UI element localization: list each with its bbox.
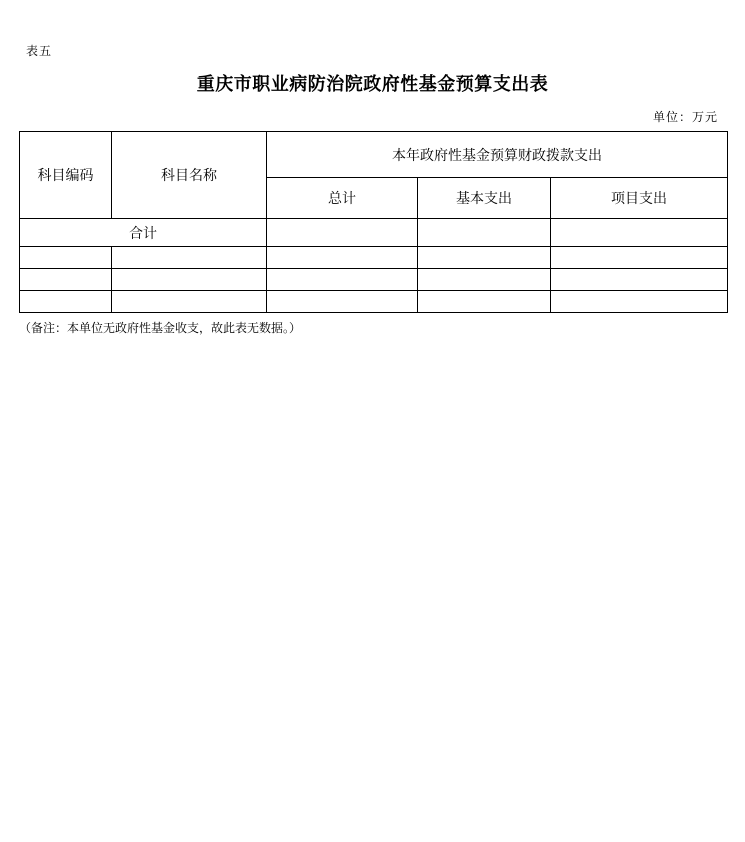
table-cell xyxy=(20,269,112,291)
header-row xyxy=(20,132,728,178)
table-cell xyxy=(20,291,112,313)
table-cell xyxy=(112,247,267,269)
header-subject-name: 科目名称 xyxy=(112,132,267,219)
table-cell xyxy=(551,269,728,291)
table-row xyxy=(20,291,728,313)
unit-label: 单位：万元 xyxy=(652,110,718,124)
table-cell xyxy=(418,291,551,313)
project-cell xyxy=(551,219,728,247)
table-cell xyxy=(551,291,728,313)
table-cell xyxy=(267,269,418,291)
basic-cell xyxy=(418,219,551,247)
header-fund-expenditure-group: 本年政府性基金预算财政拨款支出 xyxy=(267,132,728,178)
table-cell xyxy=(112,291,267,313)
table-row xyxy=(20,269,728,291)
page-title: 重庆市职业病防治院政府性基金预算支出表 xyxy=(196,74,549,95)
table-cell xyxy=(551,247,728,269)
table-cell xyxy=(20,247,112,269)
header-basic-expenditure: 基本支出 xyxy=(418,178,551,219)
budget-table xyxy=(19,131,728,313)
table-row xyxy=(20,247,728,269)
header-total: 总计 xyxy=(267,178,418,219)
table-cell xyxy=(418,247,551,269)
total-label: 合计 xyxy=(20,219,267,247)
table-number: 表五 xyxy=(26,44,53,58)
table-cell xyxy=(267,247,418,269)
table-cell xyxy=(267,291,418,313)
header-subject-code: 科目编码 xyxy=(20,132,112,219)
table-cell xyxy=(112,269,267,291)
total-row xyxy=(20,219,728,247)
total-cell xyxy=(267,219,418,247)
table-note: （备注：本单位无政府性基金收支，故此表无数据。） xyxy=(19,321,302,335)
header-project-expenditure: 项目支出 xyxy=(551,178,728,219)
table-cell xyxy=(418,269,551,291)
